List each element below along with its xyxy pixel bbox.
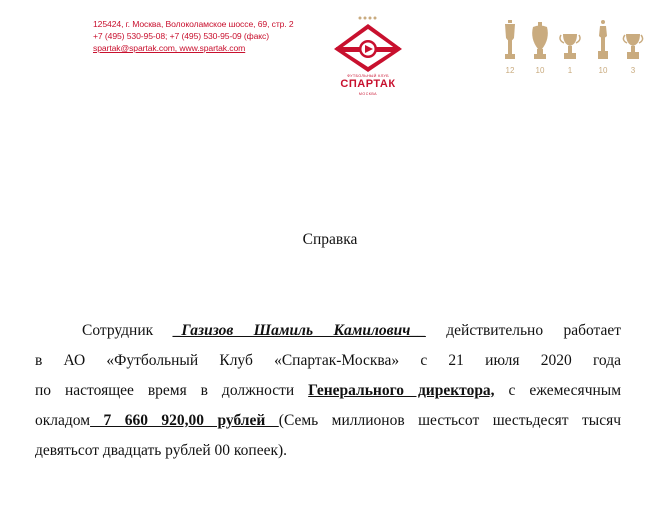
salary-words: (Семь миллионов шестьсот шестьдесят тысяч	[278, 412, 621, 429]
employee-name-tail: _	[418, 322, 426, 339]
phone-line: +7 (495) 530-95-08; +7 (495) 530-95-09 (факс)	[93, 31, 270, 41]
trophy-icon	[560, 34, 580, 59]
body-line: в АО «Футбольный Клуб «Спартак-Москва» с 21 июля 2020 года	[35, 352, 621, 369]
club-logo	[330, 14, 406, 96]
document-title: Справка	[302, 231, 358, 248]
trophy-count: 12	[505, 66, 515, 75]
body-line	[35, 376, 621, 406]
trophy-icon	[532, 22, 548, 59]
letterhead-address	[93, 18, 294, 54]
trophy-count: 1	[567, 66, 573, 75]
email-line: spartak@spartak.com, www.spartak.com	[93, 43, 246, 53]
logo-name: СПАРТАК	[340, 78, 396, 90]
employee-suffix: действительно работает	[446, 322, 622, 339]
spartak-logo-icon	[330, 14, 406, 74]
body-line	[35, 406, 621, 436]
logo-caption: ФУТБОЛЬНЫЙ КЛУБ	[347, 74, 389, 78]
body-line	[35, 316, 621, 346]
trophies	[498, 18, 650, 78]
position-suffix: с ежемесячным	[508, 382, 622, 399]
trophy-icon	[598, 20, 608, 59]
trophy-icon	[505, 20, 515, 59]
trophy-count: 10	[535, 66, 545, 75]
body-line: девятьсот двадцать рублей 00 копеек).	[35, 442, 288, 459]
position-prefix: по настоящее время в должности	[35, 382, 295, 399]
address-line: 125424, г. Москва, Волоколамское шоссе, 69, стр. 2	[93, 19, 294, 29]
trophy-count: 3	[630, 66, 636, 75]
document-body	[35, 316, 621, 466]
trophy-count: 10	[598, 66, 608, 75]
employee-name: _Газизов Шамиль Камилович_	[173, 322, 419, 339]
employee-prefix: Сотрудник	[82, 322, 154, 339]
position-title: Генерального директора,	[308, 382, 495, 399]
salary-prefix: окладом	[35, 412, 91, 429]
trophy-icon	[623, 34, 642, 59]
trophy-icons	[498, 18, 650, 68]
logo-city: МОСКВА	[358, 92, 378, 96]
salary-amount: 7 660 920,00 рублей	[90, 412, 279, 429]
